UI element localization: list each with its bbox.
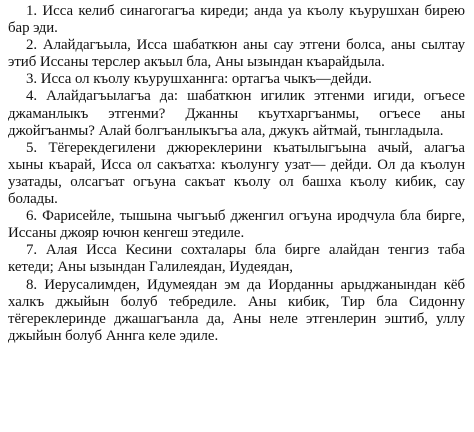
verse-5: 5. Тёгерекдегилени джюреклерини къатылыгъына ачый, алагъа хыны къарай, Исса ол сакъатха: къолунгу узат— дейди. Ол да къолун узатады, олсагъат огъуна сакъат къолу ол башха къолу кибик, сау болады.	[8, 139, 465, 208]
verse-list	[8, 3, 465, 345]
verse-1: 1. Исса келиб синагогагъа киреди; анда уа къолу къурушхан бирею бар эди.	[8, 3, 465, 37]
verse-4: 4. Алайдагъылагъа да: шабаткюн игилик этгенми игиди, огъесе джаманлыкъ этгенми? Джанны къутхаргъанмы, огъесе аны джойгъанмы? Алай болгъанлыкъгъа ала, джукъ айтмай, тынгладыла.	[8, 88, 465, 139]
verse-3: 3. Исса ол къолу къурушханнга: ортагъа чыкъ—дейди.	[26, 71, 372, 88]
verse-2: 2. Алайдагъыла, Исса шабаткюн аны сау этгени болса, аны сылтау этиб Иссаны терслер акъыл бла, Аны ызындан къарайдыла.	[8, 37, 465, 71]
verse-6: 6. Фарисейле, тышына чыгъыб дженгил огъуна иродчула бла бирге, Иссаны джояр ючюн кенгеш этедиле.	[8, 208, 465, 242]
verse-7: 7. Алая Исса Кесини сохталары бла бирге алайдан тенгиз таба кетеди; Аны ызындан Галилеядан, Иудеядан,	[8, 242, 465, 276]
verse-8: 8. Иерусалимден, Идумеядан эм да Иорданны арыджанындан кёб халкъ джыйын болуб тебредиле. Аны кибик, Тир бла Сидонну тёгереклеринде джашагъанла да, Аны неле этгенлерин эштиб, уллу джыйын болуб Аннга келе эдиле.	[8, 276, 465, 344]
